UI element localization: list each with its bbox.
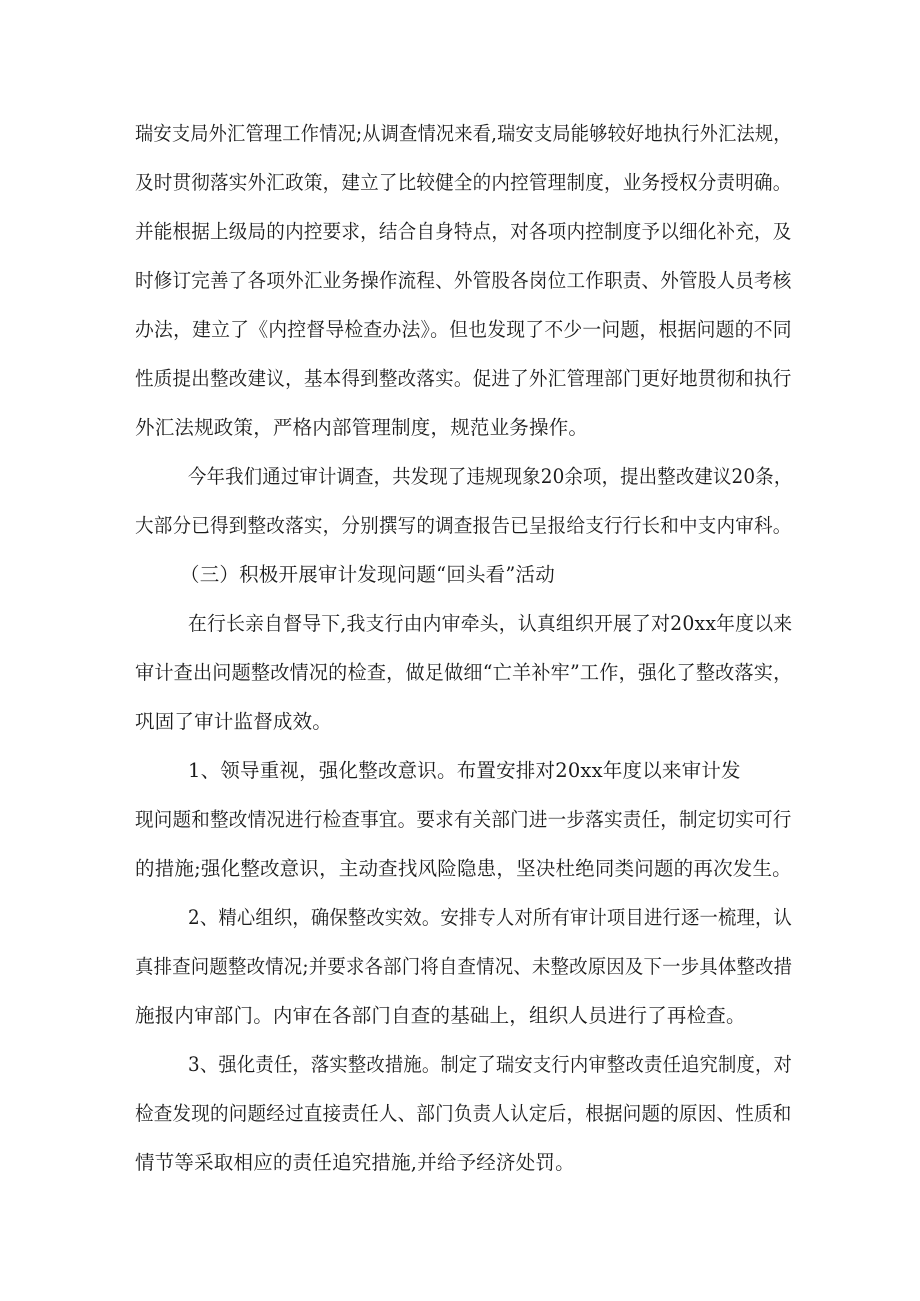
text-line: 性质提出整改建议，基本得到整改落实。促进了外汇管理部门更好地贯彻和执行 — [135, 367, 792, 390]
text-line: 大部分已得到整改落实，分别撰写的调查报告已呈报给支行行长和中支内审科。 — [135, 514, 792, 537]
text-line: 1、领导重视，强化整改意识。布置安排对20xx年度以来审计发 — [188, 759, 741, 782]
text-line: 巩固了审计监督成效。 — [135, 710, 333, 733]
text-line: 外汇法规政策，严格内部管理制度，规范业务操作。 — [135, 416, 589, 439]
text-line: 3、强化责任，落实整改措施。制定了瑞安支行内审整改责任追究制度，对 — [188, 1053, 792, 1076]
text-line: 在行长亲自督导下,我支行由内审牵头，认真组织开展了对20xx年度以来 — [188, 612, 793, 635]
text-line: 现问题和整改情况进行检查事宜。要求有关部门进一步落实责任，制定切实可行 — [135, 808, 792, 831]
text-line: 及时贯彻落实外汇政策，建立了比较健全的内控管理制度，业务授权分责明确。 — [135, 171, 792, 194]
text-line: 审计查出问题整改情况的检查，做足做细“亡羊补牢”工作，强化了整改落实， — [135, 661, 793, 684]
text-line: 2、精心组织，确保整改实效。安排专人对所有审计项目进行逐一梳理，认 — [188, 906, 792, 929]
text-line: 并能根据上级局的内控要求，结合自身特点，对各项内控制度予以细化补充，及 — [135, 220, 792, 243]
text-line: 真排查问题整改情况;并要求各部门将自查情况、未整改原因及下一步具体整改措 — [135, 955, 793, 978]
text-line: 施报内审部门。内审在各部门自查的基础上，组织人员进行了再检查。 — [135, 1004, 746, 1027]
text-line: 瑞安支局外汇管理工作情况;从调查情况来看,瑞安支局能够较好地执行外汇法规， — [135, 122, 792, 145]
text-line: 时修订完善了各项外汇业务操作流程、外管股各岗位工作职责、外管股人员考核 — [135, 269, 792, 292]
text-line: 办法，建立了《内控督导检查办法》。但也发现了不少一问题，根据问题的不同 — [135, 318, 792, 341]
section-heading: （三）积极开展审计发现问题“回头看”活动 — [180, 563, 555, 586]
text-line: 今年我们通过审计调查，共发现了违规现象20余项，提出整改建议20条， — [188, 465, 793, 488]
text-line: 情节等采取相应的责任追究措施,并给予经济处罚。 — [135, 1151, 575, 1174]
text-line: 检查发现的问题经过直接责任人、部门负责人认定后，根据问题的原因、性质和 — [135, 1102, 792, 1125]
text-line: 的措施;强化整改意识，主动查找风险隐患，坚决杜绝同类问题的再次发生。 — [135, 857, 792, 880]
